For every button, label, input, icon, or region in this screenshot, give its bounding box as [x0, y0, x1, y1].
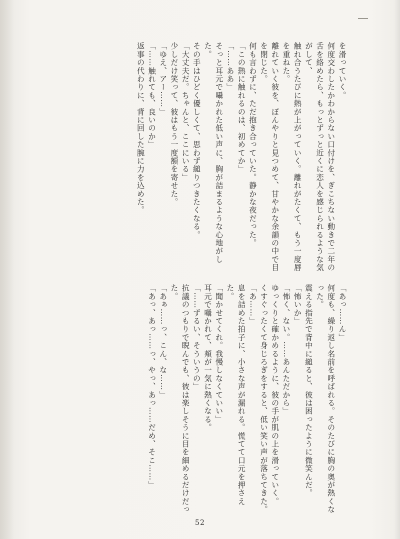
text-line: 「この熱に触れるのは、初めてか」 [237, 42, 247, 174]
corner-mark [358, 18, 368, 25]
text-line: 「ゆえ、アー……」 [158, 42, 168, 116]
text-line: 「……ずるい、そういうの」 [192, 284, 202, 391]
text-line: を滑っていく。 [338, 42, 347, 100]
page-number: 52 [195, 519, 205, 527]
text-line: ゆっくりと確かめるように、彼の手が肌の上を滑っていく。 [270, 284, 280, 506]
text-line: 何も言わずに、ただ抱き合っていた。静かな夜だった。 [248, 42, 258, 247]
upper-text-block [100, 42, 348, 278]
text-line: そっと耳元で囁かれた低い声に、胸が詰まるような心地がした。 [203, 42, 224, 264]
lower-text-block [76, 284, 348, 514]
text-line: 「あっ、あっ……っ、やっ、あっ……だめ、そこ……」 [147, 284, 157, 489]
text-line: 触れ合うたびに熱が上がっていく。離れがたくて、もう一度唇を重ねた。 [281, 42, 303, 272]
text-line: 少しだけ笑って、彼はもう一度額を寄せた。 [169, 42, 179, 206]
text-line: 「聞かせてくれ。我慢しなくていい」 [214, 284, 224, 424]
text-line: 「あっ……ん」 [338, 284, 347, 342]
text-line: 息を詰めた拍子に、小さな声が漏れる。慌てて口元を押さえた。 [225, 284, 247, 506]
text-line: 震える指先で背中に縋ると、彼は困ったように微笑んだ。 [304, 284, 314, 498]
text-line: 抗議のつもりで睨んでも、彼は楽しそうに目を細めるだけだった。 [169, 284, 191, 514]
binding-shadow [0, 0, 14, 539]
text-line: 何度交わしたかわからない口付けを、ぎこちない動きで二年の [326, 42, 336, 272]
text-line: 返事の代わりに、背に回した腕に力を込めた。 [136, 42, 146, 215]
text-line: 「大丈夫だ。ちゃんと、ここにいる」 [181, 42, 191, 182]
text-line: 離れていく彼を、ぼんやりと見つめて、甘やかな余韻の中で目を閉じた。 [259, 42, 280, 272]
text-line: 「あぁ……っ、こん、な……」 [158, 284, 168, 399]
text-line: 「あ……」 [248, 284, 258, 325]
text-line: くすぐったくて身じろぎをすると、低い笑い声が落ちてきた。 [259, 284, 269, 514]
text-line: 何度も、繰り返し名前を呼ばれる。そのたびに胸の奥が熱くなった。 [315, 284, 336, 514]
text-line: 「怖く、ない。……あんただから」 [281, 284, 291, 416]
text-line: 「……触れても、良いのか」 [147, 42, 157, 149]
text-line: 耳元で囁かれて、頬が一気に熱くなる。 [203, 284, 213, 432]
text-line: 「怖いか」 [293, 284, 303, 325]
text-line: その手はひどく優しくて、思わず縋りつきたくなる。 [192, 42, 202, 239]
text-line: 舌を絡めたら、もっとずっと近くに恋人を感じられるような気がして、 [304, 42, 325, 272]
text-line: 「……ああ」 [225, 42, 235, 92]
page-edge-shade [394, 0, 400, 539]
